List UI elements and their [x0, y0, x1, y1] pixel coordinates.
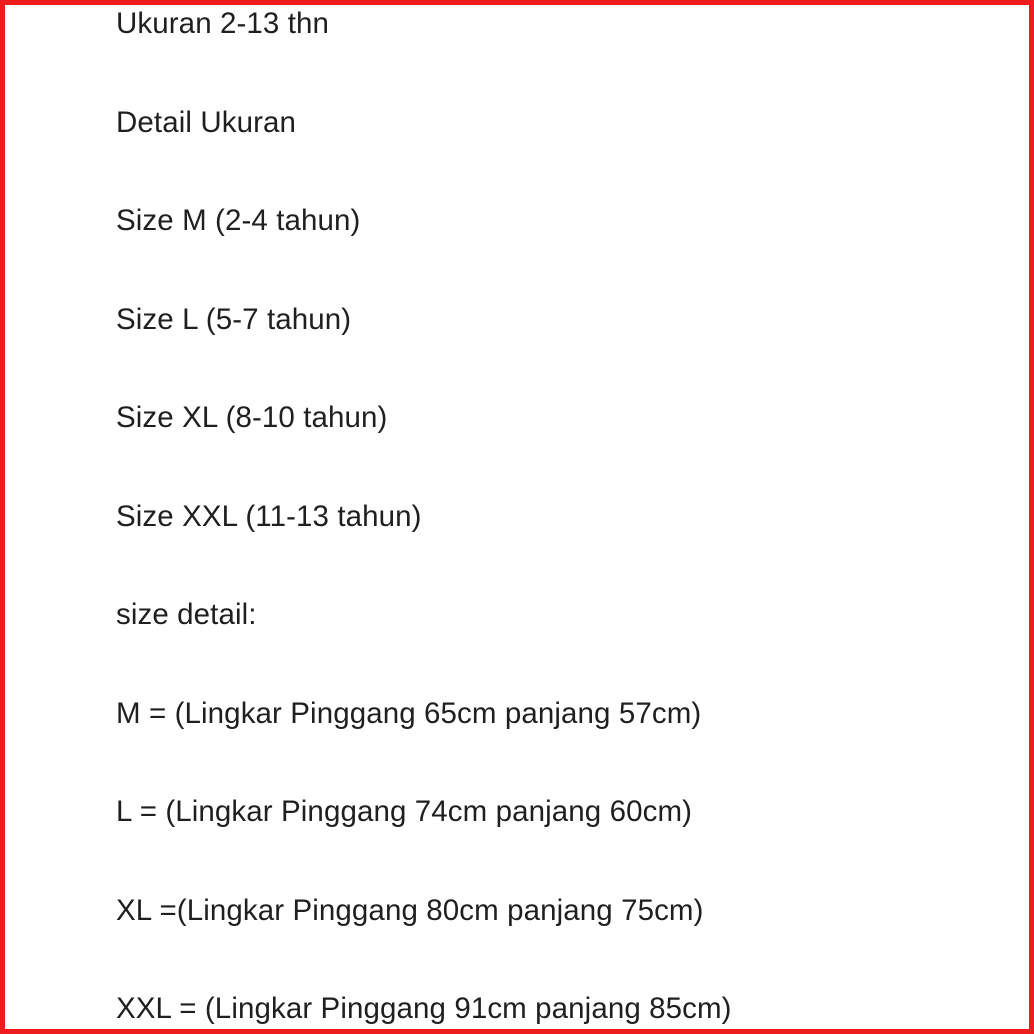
size-xl-age: Size XL (8-10 tahun): [116, 401, 388, 434]
size-xxl-age: Size XXL (11-13 tahun): [116, 500, 422, 533]
size-xl-measurement: XL =(Lingkar Pinggang 80cm panjang 75cm): [116, 894, 704, 927]
size-l-age: Size L (5-7 tahun): [116, 303, 352, 336]
size-l-measurement: L = (Lingkar Pinggang 74cm panjang 60cm): [116, 795, 693, 828]
size-m-age: Size M (2-4 tahun): [116, 204, 361, 237]
size-detail-label: size detail:: [116, 598, 257, 631]
size-m-measurement: M = (Lingkar Pinggang 65cm panjang 57cm): [116, 697, 702, 730]
size-xxl-measurement: XXL = (Lingkar Pinggang 91cm panjang 85cm): [116, 992, 732, 1025]
product-description: [116, 5, 1029, 1029]
size-detail-heading: Detail Ukuran: [116, 106, 297, 139]
size-range-heading: Ukuran 2-13 thn: [116, 7, 330, 40]
